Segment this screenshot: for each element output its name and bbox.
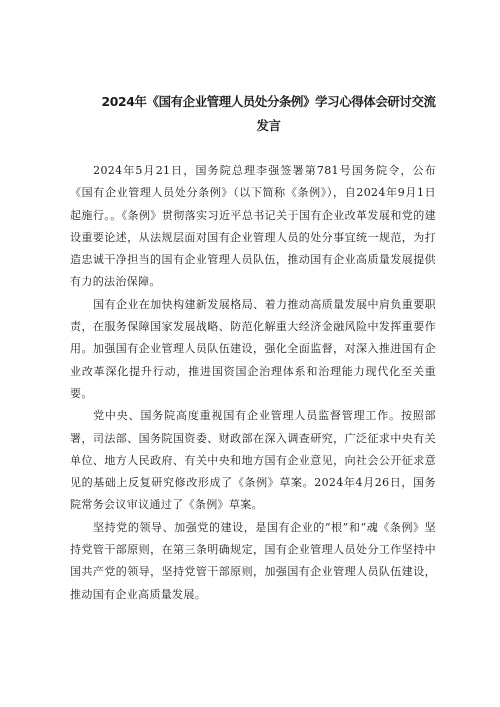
paragraph: 党中央、国务院高度重视国有企业管理人员监督管理工作。按照部署，司法部、国务院国资委、财政部在深入调查研究，广泛征求中央有关单位、地方人民政府、有关中央和地方国有企业意见，向社会公开征求意见的基础上反复研究修改形成了《条例》草案。2024年4月26日，国务院常务会议审议通过了《条例》草案。 — [70, 409, 436, 512]
paragraph: 国有企业在加快构建新发展格局、着力推动高质量发展中肩负重要职责，在服务保障国家发展战略、防范化解重大经济金融风险中发挥重要作用。加强国有企业管理人员队伍建设，强化全面监督，对深入推进国有企业改革深化提升行动，推进国资国企治理体系和治理能力现代化至关重要。 — [70, 297, 436, 400]
paragraph: 2024年5月21日，国务院总理李强签署第781号国务院令，公布《国有企业管理人员处分条例》（以下简称《条例》），自2024年9月1日起施行。。《条例》贯彻落实习近平总书记关于国有企业改革发展和党的建设重要论述，从法规层面对国有企业管理人员的处分事宜统一规范，为打造忠诚干净担当的国有企业管理人员队伍，推动国有企业高质量发展提供有力的法治保障。 — [70, 164, 436, 289]
paragraph: 坚持党的领导、加强党的建设，是国有企业的“根”和“魂《条例》坚持党管干部原则，在第三条明确规定，国有企业管理人员处分工作坚持中国共产党的领导，坚持党管干部原则，加强国有企业管理人员队伍建设，推动国有企业高质量发展。 — [70, 520, 436, 601]
document-body — [70, 160, 436, 606]
document-title: 2024年《国有企业管理人员处分条例》学习心得体会研讨交流发言 — [101, 94, 436, 133]
